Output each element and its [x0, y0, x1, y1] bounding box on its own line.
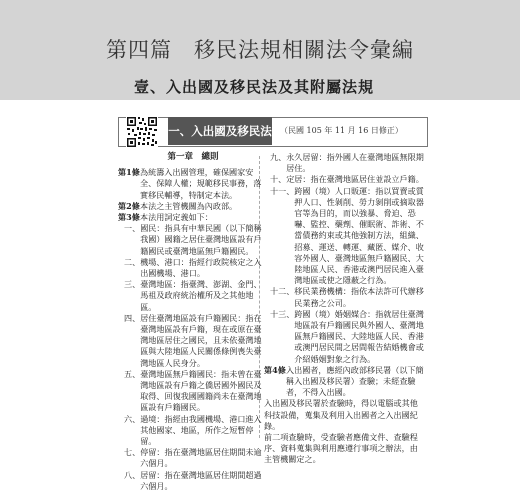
item-text: 跨國（境）婚姻媒合：指就居住臺灣地區設有戶籍國民與外國人、臺灣地區無戶籍國民、大陸地區人民、香港或澳門居民間之居間報告結婚機會或介紹婚姻對象之行為。 [294, 308, 424, 364]
article-paragraph: 入出國及移民署於查驗時，得以電腦或其他科技設備，蒐集及利用入出國者之入出國紀錄。 [264, 398, 418, 431]
list-item [264, 309, 424, 365]
article-number: 第1條 [118, 167, 140, 178]
list-item [118, 369, 268, 414]
list-item [264, 286, 424, 308]
article-paragraph: 前二項查驗時，受查驗者應備文件、查驗程序、資料蒐集與利用應遵行事項之辦法，由主管機關定之。 [264, 432, 418, 465]
list-item [264, 152, 424, 174]
item-text: 國民：指具有中華民國（以下簡稱我國）國籍之居住臺灣地區設有戶籍國民或臺灣地區無戶籍國民。 [140, 223, 262, 256]
list-item [118, 470, 268, 492]
item-text: 跨國（境）人口販運：指以買賣或質押人口、性剝削、勞力剝削或摘取器官等為目的，而以強暴、脅迫、恐嚇、監控、藥劑、催眠術、詐術、不當債務約束或其他強制方法，組織、招募、運送、轉運、藏匿、媒介、收容外國人、臺灣地區無戶籍國民、大陸地區人民、香港或澳門居民進入臺灣地區或使之隱蔽之行為。 [294, 185, 424, 286]
item-number: 八、 [124, 469, 141, 480]
article-number: 第3條 [118, 212, 140, 223]
left-column [118, 152, 268, 492]
list-item [118, 257, 268, 279]
article-4 [264, 365, 424, 399]
list-item [118, 279, 268, 313]
item-text: 居留：指在臺灣地區居住期間超過六個月。 [140, 469, 262, 491]
item-number: 十一、 [270, 185, 295, 196]
item-text: 停留：指在臺灣地區居住期間未逾六個月。 [140, 447, 262, 469]
list-item [118, 223, 268, 257]
item-number: 十三、 [270, 308, 295, 319]
article-text: 為統籌入出國管理，確保國家安全、保障人權；規範移民事務，落實移民輔導，特制定本法。 [140, 167, 262, 200]
item-number: 九、 [270, 152, 287, 162]
article-1 [118, 167, 268, 201]
right-column [264, 152, 424, 466]
article-text: 本法之主管機關為內政部。 [140, 200, 238, 211]
list-item [118, 414, 268, 448]
list-item [118, 447, 268, 469]
article-3 [118, 212, 268, 223]
item-text: 過境：指經由我國機場、港口進入其他國家、地區，所作之短暫停留。 [140, 413, 262, 447]
part-title: 第四篇 移民法規相關法令彙編 [106, 38, 414, 62]
list-item [264, 186, 424, 287]
item-text: 臺灣地區無戶籍國民：指未曾在臺灣地區設有戶籍之僑居國外國民及取得、回復我國國籍尚未在臺灣地區設有戶籍國民。 [140, 368, 262, 413]
article-number: 第4條 [264, 364, 286, 375]
item-number: 二、 [124, 256, 141, 267]
item-number: 六、 [124, 413, 141, 424]
item-number: 四、 [124, 312, 141, 323]
article-text: 本法用詞定義如下： [140, 212, 213, 223]
item-number: 十、 [270, 174, 287, 185]
article-2 [118, 201, 268, 212]
item-text: 臺灣地區：指臺灣、澎湖、金門、馬祖及政府統治權所及之其他地區。 [140, 279, 262, 312]
item-text: 永久居留：指外國人在臺灣地區無限期居住。 [286, 152, 424, 174]
item-text: 居住臺灣地區設有戶籍國民：指在臺灣地區設有戶籍，現在或原在臺灣地區居住之國民，且未依臺灣地區與大陸地區人民關係條例喪失臺灣地區人民身分。 [140, 312, 262, 368]
item-number: 七、 [124, 447, 141, 458]
law-title: 一、入出國及移民法 [168, 117, 272, 145]
item-text: 定居：指在臺灣地區居住並設立戶籍。 [286, 174, 424, 185]
chapter-title: 第一章 總則 [167, 152, 219, 162]
item-number: 五、 [124, 368, 141, 379]
article-text: 入出國者，應經內政部移民署（以下簡稱入出國及移民署）查驗；未經查驗者，不得入出國。 [286, 364, 424, 398]
article-number: 第2條 [118, 200, 140, 211]
list-item [264, 174, 424, 185]
list-item [118, 313, 268, 369]
qr-code-icon[interactable] [126, 116, 158, 148]
item-text: 移民業務機構：指依本法許可代辦移民業務之公司。 [294, 286, 424, 308]
item-number: 一、 [124, 223, 141, 234]
item-number: 三、 [124, 279, 141, 290]
section-title: 壹、入出國及移民法及其附屬法規 [134, 78, 375, 96]
item-text: 機場、港口：指經行政院核定之入出國機場、港口。 [140, 256, 262, 279]
law-amend-date: （民國 105 年 11 月 16 日修正） [280, 126, 403, 135]
item-number: 十二、 [270, 286, 295, 297]
